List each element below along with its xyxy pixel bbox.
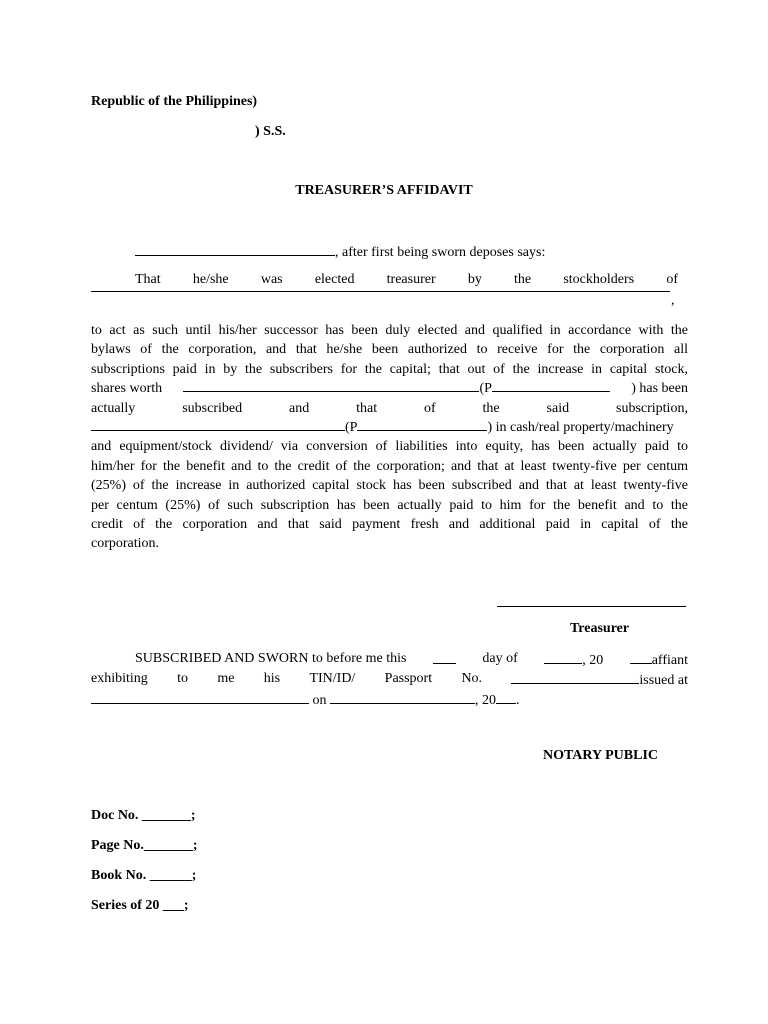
word: his (263, 671, 281, 686)
ss-line: ) S.S. (255, 124, 286, 139)
doc-no-entry: Doc No. _______; (91, 808, 196, 823)
jurat-line3 (91, 691, 520, 709)
word: the (482, 400, 500, 416)
paragraph1-body (91, 321, 688, 554)
jurisdiction-line: Republic of the Philippines) (91, 94, 258, 109)
jurat-text: SUBSCRIBED AND SWORN to before me this (135, 651, 407, 666)
issued-at-label: issued at (639, 673, 688, 688)
shares-worth-blank[interactable] (183, 379, 479, 392)
date-issued-blank[interactable] (330, 691, 475, 704)
word: No. (461, 671, 483, 686)
word: Passport (384, 671, 433, 686)
shares-worth-label: shares worth (91, 381, 163, 397)
treasurer-label: Treasurer (570, 621, 630, 636)
year-blank[interactable] (630, 651, 652, 664)
day-blank[interactable] (433, 651, 456, 664)
body-line: per centum (25%) of such subscription has been actually paid to him for the benefit and to the (91, 497, 688, 513)
word: actually (91, 400, 136, 416)
word: by (467, 272, 482, 287)
month-blank[interactable] (544, 651, 582, 664)
peso-open: (P (345, 419, 358, 435)
payment-form-label: ) in cash/real property/machinery (487, 419, 674, 435)
body-line: corporation. (91, 536, 160, 552)
body-line: and equipment/stock dividend/ via conversion of liabilities into equity, has been actually paid to (91, 439, 688, 455)
year-prefix: , 20 (475, 693, 496, 708)
notary-public-label: NOTARY PUBLIC (543, 748, 659, 763)
word: that (356, 400, 378, 416)
sworn-text: , after first being sworn deposes says: (335, 245, 546, 260)
body-line: bylaws of the corporation, and that he/she been authorized to receive for the corporation all (91, 342, 688, 358)
period: . (516, 693, 520, 708)
word: exhibiting (91, 671, 148, 686)
word: and (288, 400, 310, 416)
id-number-blank[interactable] (511, 671, 639, 684)
treasurer-signature-line[interactable] (497, 606, 686, 607)
page-no-entry: Page No._______; (91, 838, 198, 853)
jurat-line1 (135, 651, 688, 669)
body-line-subscribed (91, 399, 688, 418)
word: the (514, 272, 532, 287)
intro-line (135, 243, 545, 261)
paragraph1-line1 (135, 272, 678, 288)
subscription-peso-blank[interactable] (357, 418, 487, 431)
word: me (217, 671, 235, 686)
body-line: him/her for the benefit and to the credit of the corporation; and that at least twenty-five per centum (91, 458, 688, 474)
affiant-name-blank[interactable] (135, 243, 335, 256)
corporation-name-blank[interactable] (91, 291, 670, 292)
word: he/she (192, 272, 229, 287)
word: to (177, 671, 188, 686)
peso-open: (P (479, 381, 492, 397)
word: of (423, 400, 436, 416)
book-no-entry: Book No. ______; (91, 868, 197, 883)
trailing-comma: , (671, 293, 675, 308)
document-title: TREASURER’S AFFIDAVIT (295, 183, 473, 198)
body-line: (25%) of the increase in authorized capital stock has been subscribed and that at least twenty-five (91, 478, 688, 494)
word: TIN/ID/ (309, 671, 356, 686)
word: subscription, (616, 400, 688, 416)
word: was (260, 272, 283, 287)
subscription-amount-blank[interactable] (91, 418, 345, 431)
body-line-amount (91, 418, 688, 437)
peso-amount-blank[interactable] (492, 379, 610, 392)
body-line: credit of the corporation and that said payment fresh and additional paid in capital of the (91, 516, 688, 532)
place-issued-blank[interactable] (91, 691, 309, 704)
issued-year-blank[interactable] (496, 691, 516, 704)
word: treasurer (386, 272, 436, 287)
word: That (135, 272, 161, 287)
jurat-line2 (91, 671, 688, 689)
day-of-label: day of (482, 651, 518, 666)
word: of (666, 272, 678, 287)
word: stockholders (563, 272, 635, 287)
on-label: on (312, 693, 327, 708)
body-line-shares (91, 379, 688, 398)
series-entry: Series of 20 ___; (91, 898, 189, 913)
year-prefix: , 20 (582, 653, 604, 668)
body-line: subscriptions paid in by the subscribers for the capital; that out of the increase in capital stock, (91, 361, 688, 377)
word: said (546, 400, 570, 416)
body-line: to act as such until his/her successor has been duly elected and qualified in accordance with the (91, 323, 688, 338)
has-been-label: ) has been (631, 381, 688, 397)
word: subscribed (182, 400, 243, 416)
affiant-label: affiant (651, 653, 688, 668)
word: elected (314, 272, 355, 287)
